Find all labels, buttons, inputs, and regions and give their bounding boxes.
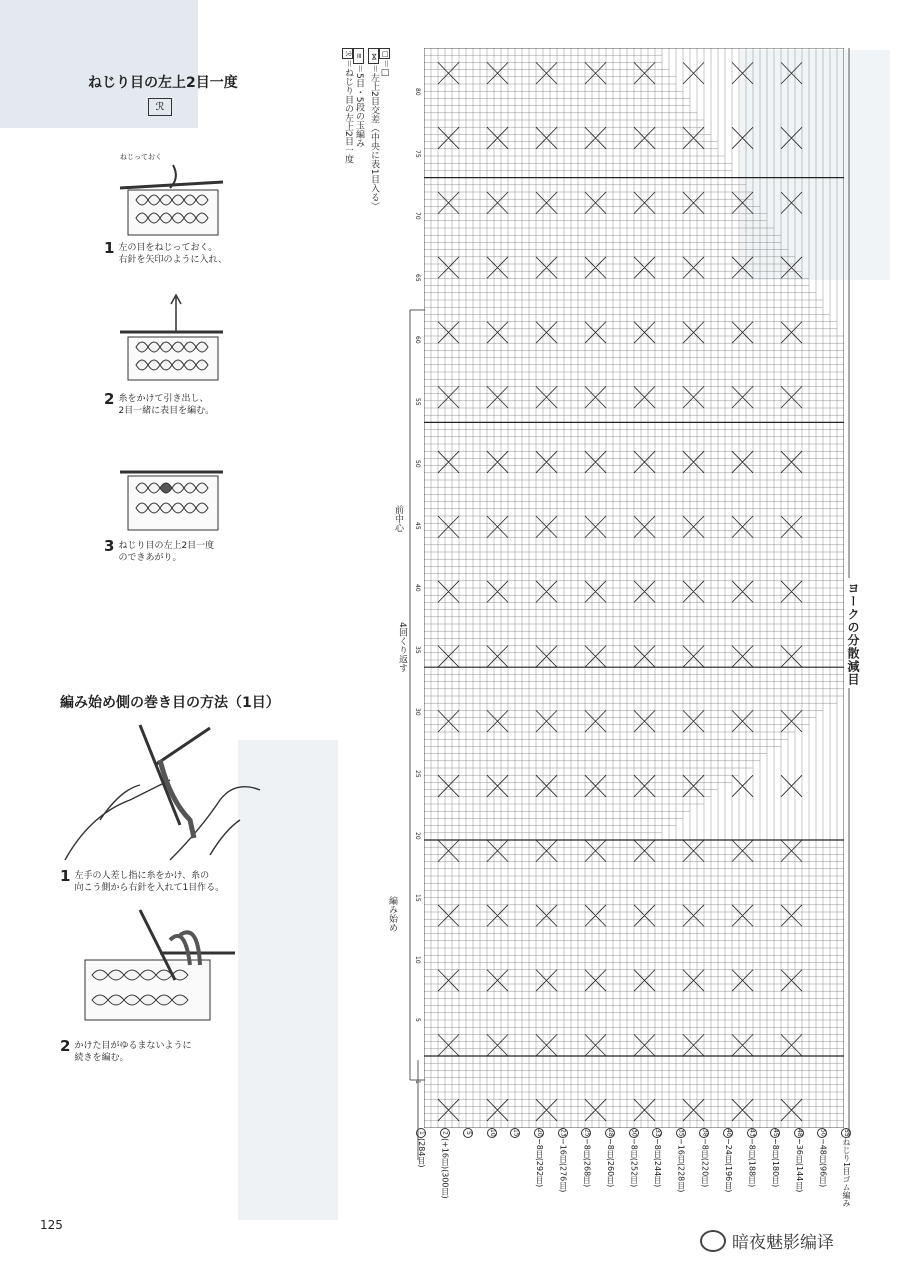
- step-number: 2: [104, 390, 115, 408]
- yoke-right-line: [846, 48, 852, 1138]
- knit-illustration-3: [118, 448, 228, 533]
- legend-label: ＝ねじり目の左上2目一度: [343, 59, 353, 164]
- decrease-text: (284目): [417, 1138, 426, 1168]
- row-number: 40: [414, 584, 421, 592]
- knit-illustration-1: [118, 160, 228, 240]
- row-circle-number: 25: [583, 1129, 591, 1137]
- wechat-icon: [700, 1230, 726, 1252]
- legend-item: [353, 48, 364, 164]
- row-number: 1: [414, 1080, 421, 1084]
- page-number: 125: [40, 1218, 63, 1232]
- technique1-symbol-box: [148, 98, 172, 116]
- row-circle-number: 20: [536, 1129, 544, 1137]
- decrease-label: [723, 1128, 733, 1192]
- row-number: 80: [414, 88, 421, 96]
- row-number: 70: [414, 212, 421, 220]
- decrease-text: −8目(188目): [747, 1138, 757, 1188]
- watermark-text: 暗夜魅影编译: [732, 1233, 834, 1253]
- decrease-label: [747, 1128, 757, 1187]
- step-text: ねじり目の左上2目一度 のできあがり。: [118, 541, 215, 563]
- legend-item: [379, 48, 390, 210]
- start-label: 編み始め: [387, 896, 397, 932]
- decrease-text: −8目(292目): [535, 1138, 545, 1188]
- row-circle-number: 2: [440, 1128, 450, 1138]
- legend-symbol: ℛ: [342, 48, 353, 59]
- decrease-label: [510, 1128, 520, 1138]
- decrease-label: [817, 1128, 827, 1187]
- row-numbers: [414, 48, 424, 1128]
- decrease-labels: [408, 1128, 851, 1218]
- decrease-text: −36目(144目): [794, 1138, 804, 1193]
- chart-legend-2: [342, 48, 364, 168]
- row-circle-number: 15: [512, 1129, 520, 1137]
- technique1-hint: ねじっておく: [120, 153, 162, 161]
- row-number: 30: [414, 708, 421, 716]
- legend-symbol: ⋈: [368, 48, 379, 64]
- chart-legend: [368, 48, 390, 214]
- row-number: 65: [414, 274, 421, 282]
- row-number: 20: [414, 832, 421, 840]
- row-circle-number: 23: [559, 1129, 567, 1137]
- row-circle-number: 38: [701, 1129, 709, 1137]
- decrease-label: [652, 1128, 662, 1187]
- step-text: 左手の人差し指に糸をかけ、糸の 向こう側から右針を入れて1目作る。: [74, 871, 225, 893]
- row-number: 25: [414, 770, 421, 778]
- row-circle-number: 45: [772, 1129, 780, 1137]
- row-number: 75: [414, 150, 421, 158]
- step-text: 糸をかけて引き出し、 2目一緒に表目を編む。: [118, 394, 215, 416]
- row-number: 35: [414, 646, 421, 654]
- row-circle-number: 30: [630, 1129, 638, 1137]
- cast-on-illustration-2: [80, 905, 240, 1025]
- decrease-text: −8目(260目): [605, 1138, 615, 1188]
- legend-symbol: ≡: [353, 48, 364, 64]
- decrease-text: (+16目)(300目): [440, 1138, 450, 1199]
- row-circle-number: 55: [843, 1129, 850, 1137]
- decrease-label: [463, 1128, 473, 1138]
- technique2-title: 編み始め側の巻き目の方法（1目）: [60, 695, 280, 711]
- legend-symbol: □: [381, 49, 389, 58]
- row-circle-number: 40: [724, 1129, 732, 1137]
- decrease-label: [558, 1128, 568, 1192]
- decrease-label: [676, 1128, 686, 1192]
- row-number: 10: [414, 956, 421, 964]
- row-number: 55: [414, 398, 421, 406]
- legend-label: ＝□: [380, 59, 390, 79]
- decrease-label: [487, 1128, 497, 1138]
- row-number: 15: [414, 894, 421, 902]
- decrease-label: [794, 1128, 804, 1192]
- decrease-text: −8目(252目): [629, 1138, 639, 1188]
- row-number: 60: [414, 336, 421, 344]
- legend-item: [342, 48, 353, 164]
- legend-label: ＝左上2目交差（中央に表1目入る）: [369, 64, 379, 211]
- row-circle-number: 35: [677, 1129, 685, 1137]
- watermark: [700, 1228, 834, 1253]
- step-number: 1: [60, 867, 71, 885]
- technique1-symbol: ℛ: [155, 100, 165, 113]
- decrease-label: [534, 1128, 544, 1187]
- decrease-text: −8目(244目): [653, 1138, 663, 1188]
- decrease-label: [770, 1128, 780, 1187]
- row-circle-number: 1: [416, 1128, 426, 1138]
- step-text: かけた目がゆるまないように 続きを編む。: [74, 1041, 192, 1063]
- decrease-label: [581, 1128, 591, 1187]
- decrease-label: [841, 1128, 851, 1207]
- row-circle-number: 33: [654, 1129, 662, 1137]
- step-number: 3: [104, 537, 115, 555]
- technique1-step-3: [104, 537, 215, 564]
- technique2-step-2: [60, 1037, 192, 1064]
- decrease-text: −48目(96目): [818, 1138, 828, 1188]
- yoke-label: ヨークの分散減目: [846, 582, 860, 686]
- decrease-text: −8目(220目): [700, 1138, 710, 1188]
- row-number: 45: [414, 522, 421, 530]
- decrease-text: ねじり1目ゴム編み: [842, 1138, 851, 1208]
- legend-item: [368, 48, 379, 210]
- row-circle-number: 43: [748, 1129, 756, 1137]
- step-number: 1: [104, 239, 115, 257]
- center-front-label: 前中心: [393, 505, 403, 532]
- technique2-step-1: [60, 867, 225, 894]
- knitting-chart-grid: [424, 48, 844, 1128]
- decrease-text: −8目(268目): [582, 1138, 592, 1188]
- technique1-step-1: [104, 239, 227, 266]
- row-circle-number: 5: [463, 1128, 473, 1138]
- decrease-label: [416, 1128, 426, 1168]
- cast-on-illustration-1: [60, 720, 265, 865]
- decrease-label: [699, 1128, 709, 1187]
- row-number: 5: [414, 1018, 421, 1022]
- repeat-label: 4回くり返す: [397, 622, 407, 673]
- decrease-text: −8目(180目): [771, 1138, 781, 1188]
- technique1-title: ねじり目の左上2目一度: [88, 75, 238, 91]
- decrease-label: [605, 1128, 615, 1187]
- legend-label: ＝5目・5段の玉編み: [354, 64, 364, 148]
- step-number: 2: [60, 1037, 71, 1055]
- decrease-text: −16目(276目): [558, 1138, 568, 1193]
- step-text: 左の目をねじっておく。 右針を矢印のように入れ、: [118, 243, 227, 265]
- row-number: 50: [414, 460, 421, 468]
- technique1-step-2: [104, 390, 215, 417]
- decrease-text: −24目(196目): [723, 1138, 733, 1193]
- decrease-text: −16目(228目): [676, 1138, 686, 1193]
- knit-illustration-2: [118, 292, 228, 382]
- decrease-label: [629, 1128, 639, 1187]
- decrease-label: [440, 1128, 450, 1199]
- row-circle-number: 50: [819, 1129, 827, 1137]
- row-circle-number: 48: [795, 1129, 803, 1137]
- row-circle-number: 28: [606, 1129, 614, 1137]
- row-circle-number: 10: [488, 1129, 496, 1137]
